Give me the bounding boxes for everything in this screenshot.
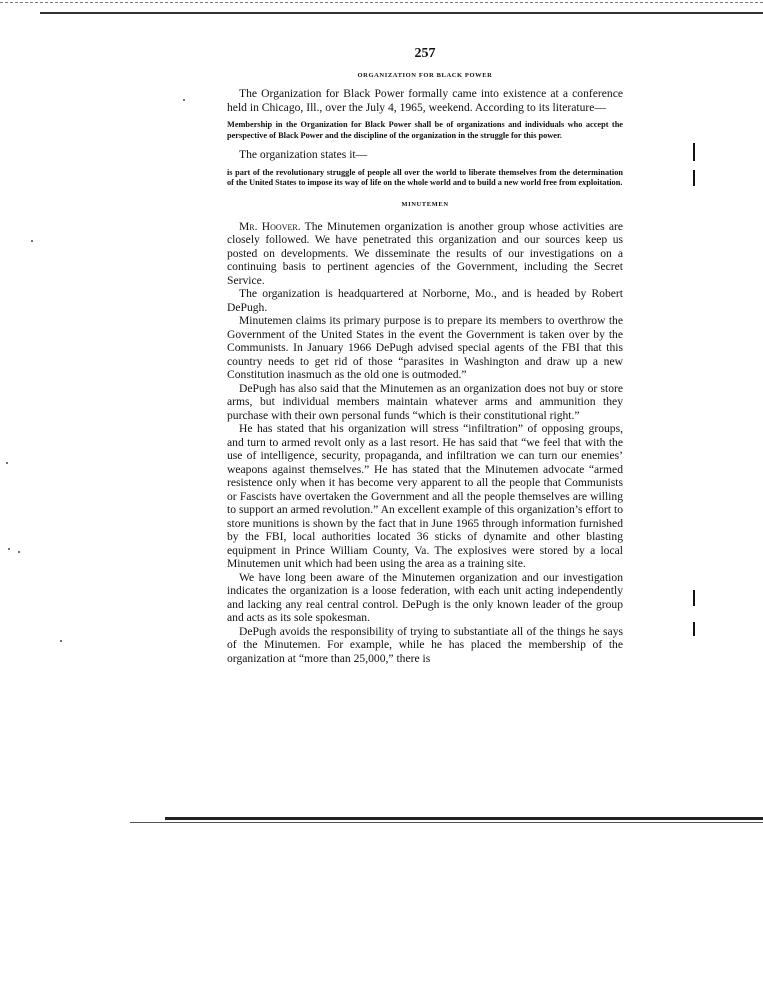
block-quote: Membership in the Organization for Black Power shall be of organizations and individuals who accept the perspective of Black Power and the discipline of the organization in the struggle for this power. (227, 120, 623, 140)
scan-speck (18, 551, 20, 553)
scan-speck (183, 99, 185, 101)
scan-top-dashed-rule (0, 2, 763, 3)
document-page (227, 46, 623, 665)
scan-speck (6, 462, 8, 464)
block-quote: is part of the revolutionary struggle of people all over the world to liberate themselves from the determination of the United States to impose its way of life on the whole world and to build a new world free from exploitation. (227, 167, 623, 187)
margin-change-bar (693, 590, 695, 606)
section-heading-minutemen: MINUTEMEN (401, 200, 449, 208)
scan-bottom-rule (165, 817, 763, 820)
margin-change-bar (693, 143, 695, 161)
paragraph: DePugh has also said that the Minutemen as an organization does not buy or store arms, but individual members maintain whatever arms and ammunition they purchase with their own personal funds “which is their constitutional right.” (227, 381, 623, 422)
scan-top-rule (40, 12, 763, 14)
scan-speck (8, 548, 10, 550)
paragraph: He has stated that his organization will stress “infiltration” of opposing groups, and turn to armed revolt only as a last resort. He has said that “we feel that with the use of intelligence, security, propaganda, and infiltration we can turn our enemies’ weapons against themselves.” He has stated that the Minutemen advocate “armed resistence only when it has become very apparent to all the people that Communists or Fascists have overtaken the Government and all the people themselves are willing to support an armed revolution.” An excellent example of this organization’s effort to store munitions is shown by the fact that in June 1965 through information furnished by the FBI, local authorities located 36 sticks of dynamite and other blasting equipment in Prince William County, Va. The explosives were stored by a local Minutemen unit which had been using the area as a training site. (227, 422, 623, 570)
paragraph: The organization states it— (239, 148, 368, 161)
paragraph: DePugh avoids the responsibility of trying to substantiate all of the things he says of the Minutemen. For example, while he has placed the membership of the organization at “more than 25,000,” there is (227, 624, 623, 665)
paragraph: Minutemen claims its primary purpose is to prepare its members to overthrow the Government of the United States in the event the Government is taken over by the Communists. In January 1966 DePugh advised special agents of the FBI that this country needs to get rid of those “parasites in Washington and draw up a new Constitution inasmuch as the old one is outmoded.” (227, 314, 623, 381)
scan-bottom-rule-thin (130, 822, 763, 823)
scan-speck (60, 640, 62, 642)
scan-speck (31, 240, 33, 242)
speaker-name: Mr. Hoover. (239, 219, 301, 233)
paragraph: We have long been aware of the Minutemen organization and our investigation indicates the organization is a loose federation, with each unit acting independently and lacking any real central control. DePugh is the only known leader of the group and acts as its sole spokesman. (227, 570, 623, 624)
paragraph: The organization is headquartered at Norborne, Mo., and is headed by Robert DePugh. (227, 287, 623, 314)
margin-change-bar (693, 170, 695, 186)
paragraph: The Organization for Black Power formally came into existence at a conference held in Chicago, Ill., over the July 4, 1965, weekend. According to its literature— (227, 87, 623, 114)
page-number: 257 (414, 46, 436, 61)
paragraph (227, 220, 623, 288)
paragraph-text: The Minutemen organization is another group whose activities are closely followed. We have penetrated this organization and our sources keep us posted on developments. We disseminate the results of our investigations on a continuing basis to pertinent agencies of the Government, including the Secret Service. (227, 219, 623, 287)
section-heading-black-power: ORGANIZATION FOR BLACK POWER (357, 72, 493, 79)
margin-change-bar (693, 622, 695, 636)
